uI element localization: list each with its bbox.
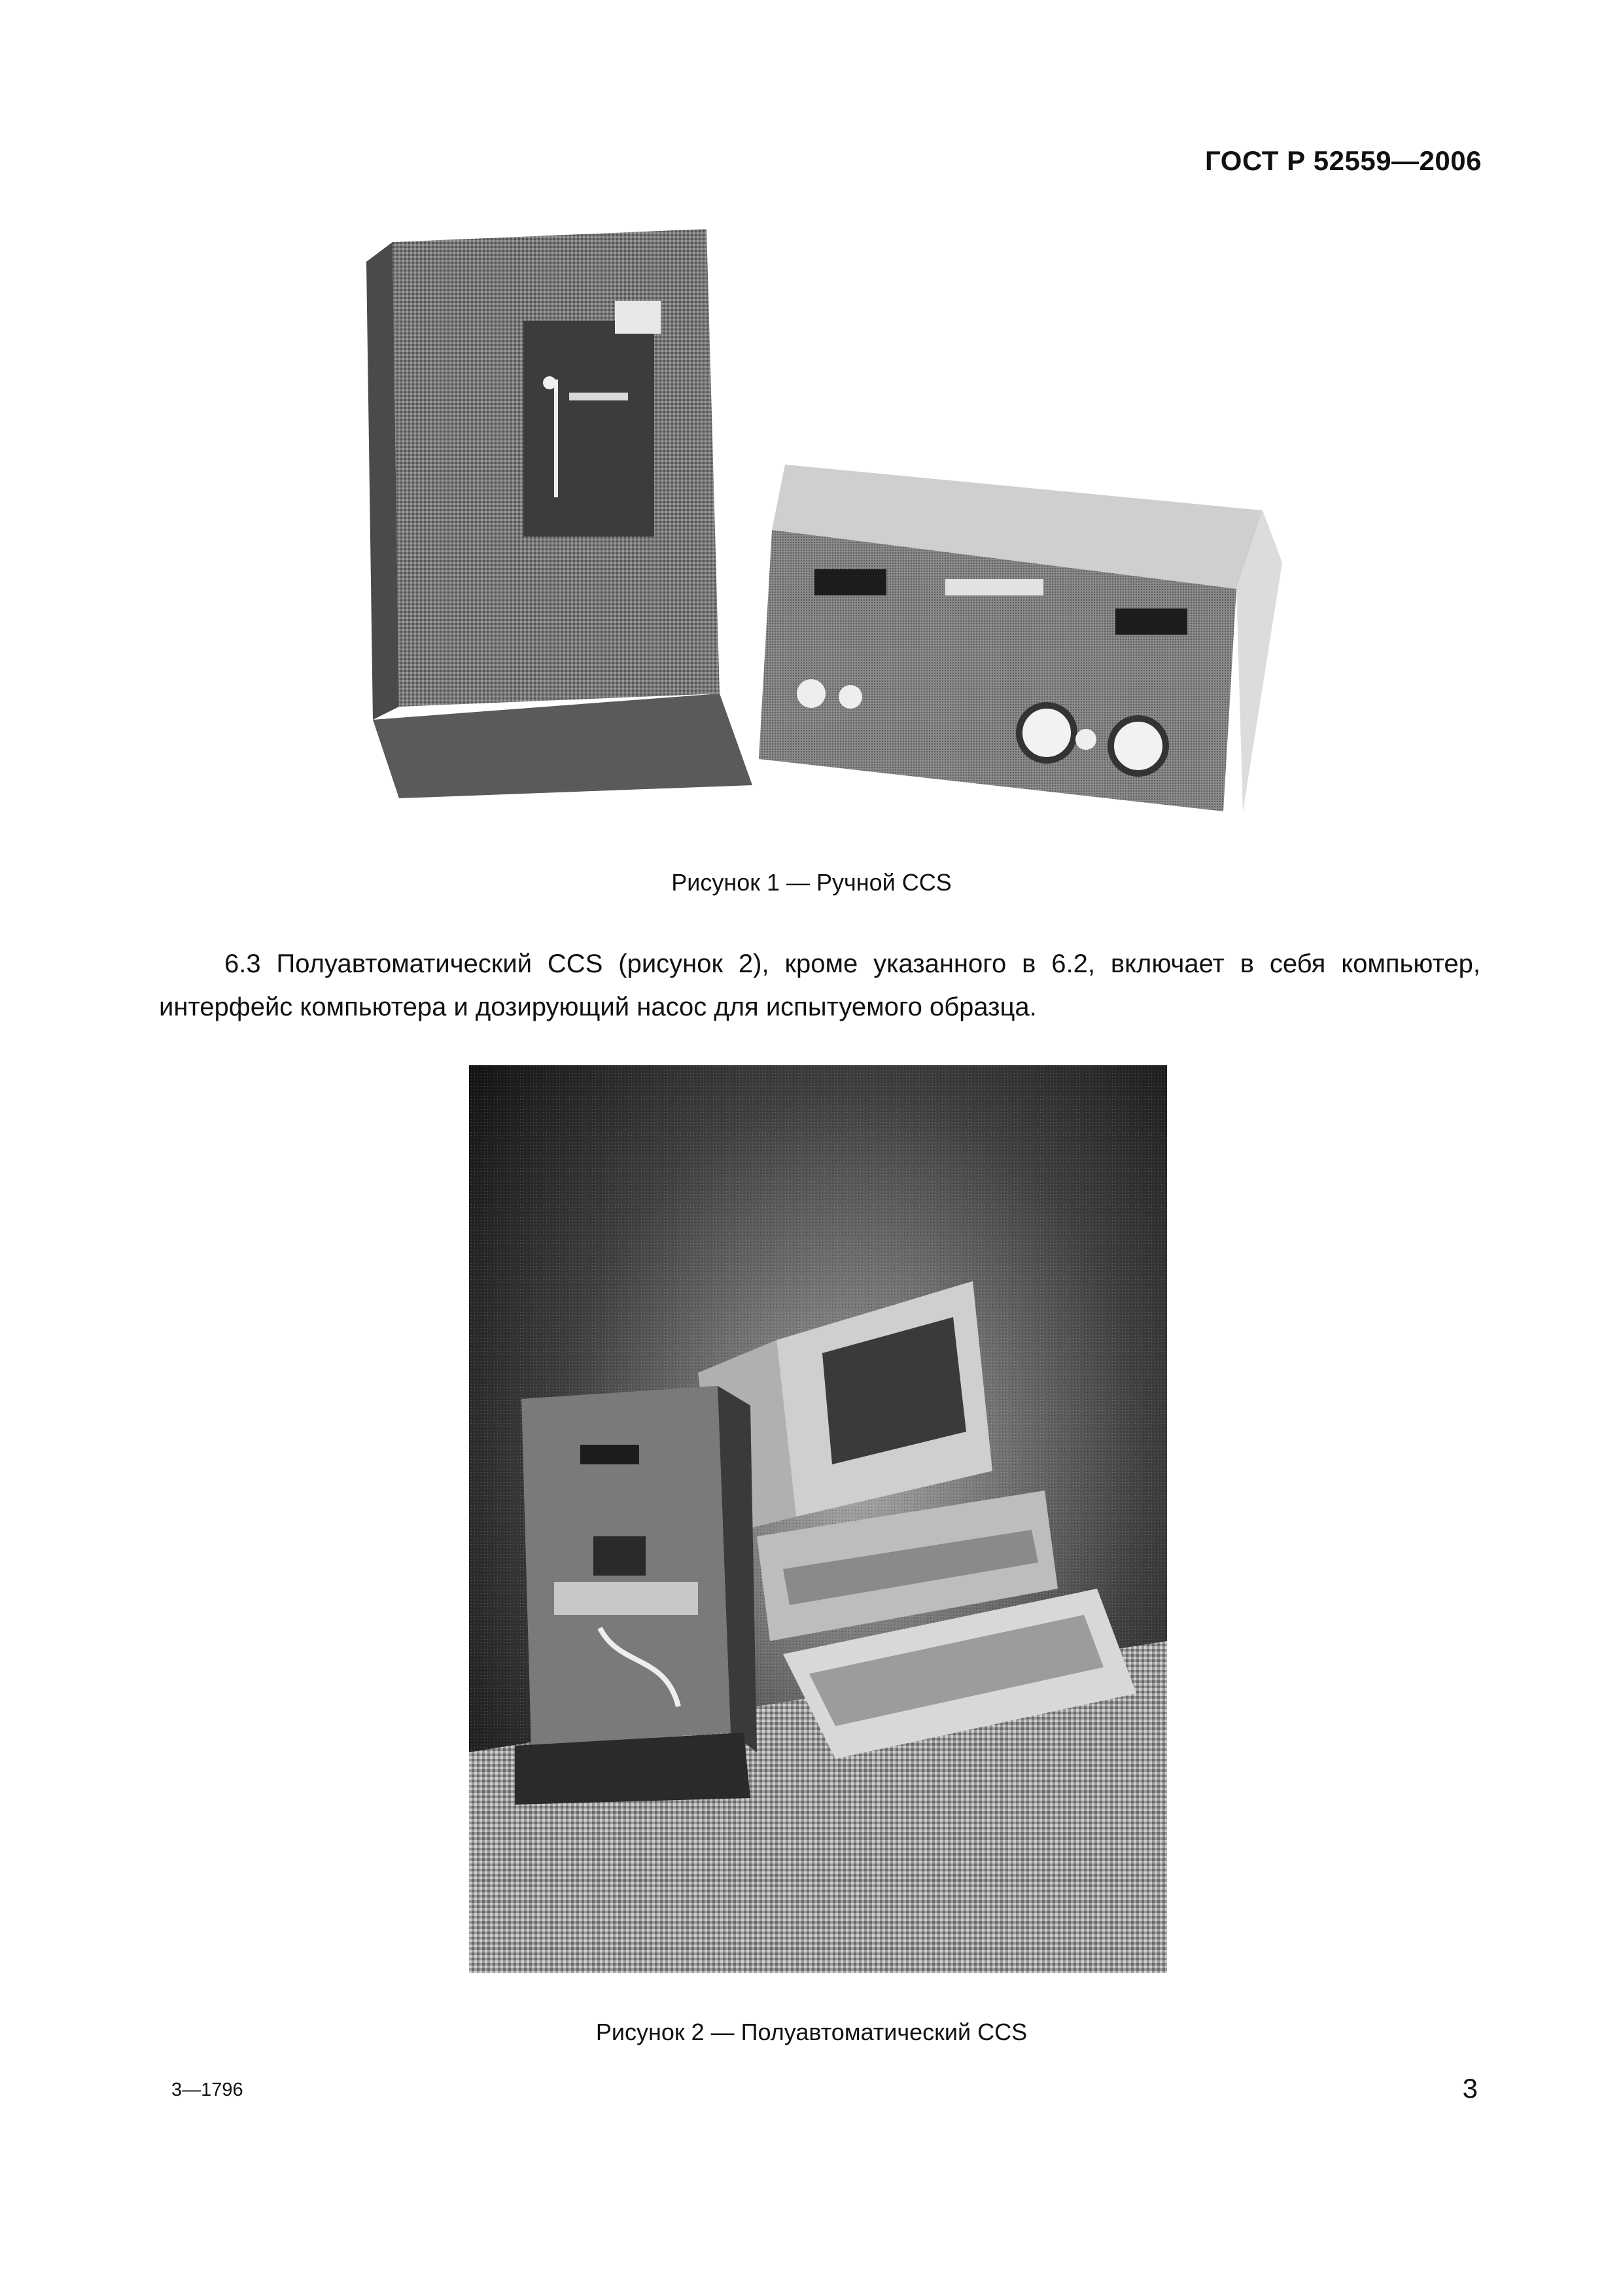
figure-2-illustration <box>469 1065 1167 1973</box>
figure-1-illustration <box>353 222 1302 811</box>
figure-1-photo <box>353 222 1302 811</box>
instrument-panel <box>523 321 654 537</box>
figure-1-caption: Рисунок 1 — Ручной CCS <box>671 869 952 896</box>
instrument-base <box>373 694 752 798</box>
page-number: 3 <box>1462 2073 1478 2104</box>
body-paragraph: 6.3 Полуавтоматический CCS (рисунок 2), кроме указанного в 6.2, включает в себя компьютер, интерфейс компьютера и дозирующий насос для испытуемого образца. <box>159 949 1480 1021</box>
print-code: 3—1796 <box>171 2079 243 2100</box>
figure-2-caption: Рисунок 2 — Полуавтоматический CCS <box>595 2019 1028 2045</box>
figure-2-photo <box>469 1065 1167 1973</box>
page-header: ГОСТ Р 52559—2006 <box>1205 145 1482 176</box>
display-left <box>814 569 886 595</box>
display-right <box>1115 609 1187 635</box>
